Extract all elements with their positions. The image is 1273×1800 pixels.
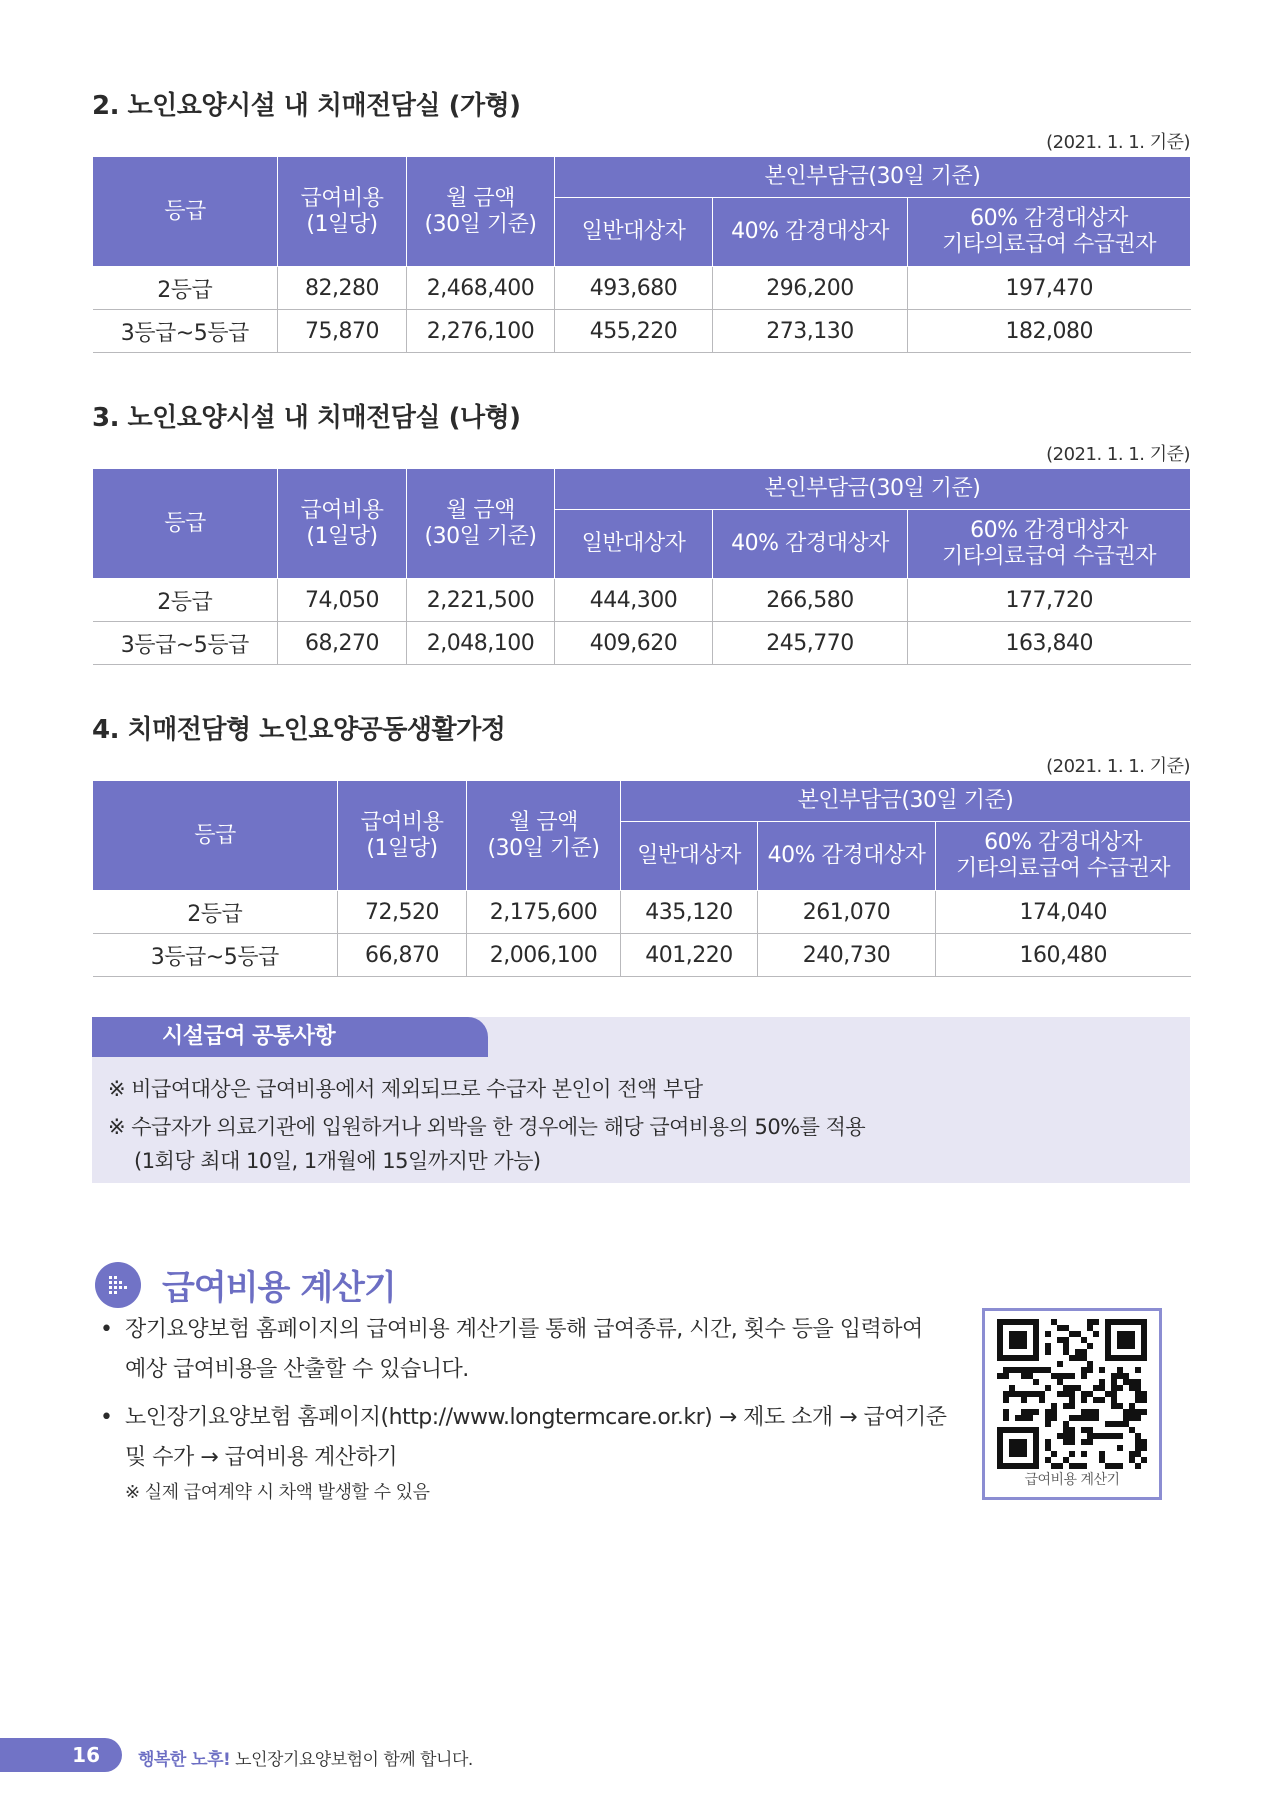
- page-number-tab: [0, 1738, 122, 1772]
- table-cell: 66,870: [338, 934, 467, 977]
- table-row: [93, 310, 1191, 353]
- notice-tab: 시설급여 공통사항: [92, 1017, 488, 1057]
- header-grade: 등급: [93, 781, 338, 891]
- table-cell: 455,220: [555, 310, 713, 353]
- header-daily-cost: 급여비용 (1일당): [338, 781, 467, 891]
- common-notice-box: [92, 1017, 1190, 1183]
- table-cell: 2등급: [93, 891, 338, 934]
- table-row: [93, 622, 1191, 665]
- header-copay-group: 본인부담금(30일 기준): [621, 781, 1191, 822]
- section-title: 2. 노인요양시설 내 치매전담실 (가형): [92, 91, 521, 121]
- table-cell: 2,221,500: [407, 579, 555, 622]
- table-cell: 74,050: [278, 579, 407, 622]
- fee-table: [92, 468, 1191, 665]
- header-general: 일반대상자: [555, 510, 713, 579]
- header-reduced-40: 40% 감경대상자: [713, 198, 908, 267]
- header-monthly-amount: 월 금액 (30일 기준): [467, 781, 621, 891]
- section-title: 4. 치매전담형 노인요양공동생활가정: [92, 715, 506, 745]
- base-date: (2021. 1. 1. 기준): [1046, 756, 1190, 777]
- header-daily-cost: 급여비용 (1일당): [278, 157, 407, 267]
- header-general: 일반대상자: [555, 198, 713, 267]
- fee-section-3: [92, 400, 1190, 665]
- header-monthly-amount: 월 금액 (30일 기준): [407, 469, 555, 579]
- bullet-2-line-2: 및 수가 → 급여비용 계산하기: [125, 1445, 398, 1470]
- calculator-title: 급여비용 계산기: [162, 1268, 396, 1308]
- table-cell: 72,520: [338, 891, 467, 934]
- qr-code-icon[interactable]: [997, 1319, 1147, 1469]
- table-cell: 2,276,100: [407, 310, 555, 353]
- table-cell: 245,770: [713, 622, 908, 665]
- table-cell: 177,720: [908, 579, 1191, 622]
- table-row: [93, 934, 1191, 977]
- table-cell: 493,680: [555, 267, 713, 310]
- fee-table: [92, 780, 1191, 977]
- bullet-1-line-1: 장기요양보험 홈페이지의 급여비용 계산기를 통해 급여종류, 시간, 횟수 등을 입력하여: [125, 1317, 923, 1342]
- bullet-2-line-1: 노인장기요양보험 홈페이지(http://www.longtermcare.or.kr) → 제도 소개 → 급여기준: [125, 1405, 947, 1430]
- table-cell: 182,080: [908, 310, 1191, 353]
- table-cell: 163,840: [908, 622, 1191, 665]
- calculator-bullet-2: [100, 1398, 960, 1478]
- footer-tagline: 노인장기요양보험이 함께 합니다.: [230, 1750, 473, 1770]
- base-date: (2021. 1. 1. 기준): [1046, 444, 1190, 465]
- table-cell: 75,870: [278, 310, 407, 353]
- fee-table: [92, 156, 1191, 353]
- base-date: (2021. 1. 1. 기준): [1046, 132, 1190, 153]
- table-row: [93, 267, 1191, 310]
- table-cell: 401,220: [621, 934, 758, 977]
- page-number: 16: [72, 1743, 100, 1767]
- calculator-icon: [95, 1262, 141, 1308]
- table-cell: 3등급~5등급: [93, 622, 278, 665]
- table-cell: 160,480: [936, 934, 1191, 977]
- bullet-dot: •: [100, 1317, 113, 1342]
- header-daily-cost: 급여비용 (1일당): [278, 469, 407, 579]
- header-copay-group: 본인부담금(30일 기준): [555, 469, 1191, 510]
- qr-caption: 급여비용 계산기: [1024, 1472, 1120, 1488]
- qr-code-card[interactable]: [982, 1308, 1162, 1500]
- bullet-dot: •: [100, 1405, 113, 1430]
- table-cell: 435,120: [621, 891, 758, 934]
- table-row: [93, 891, 1191, 934]
- table-cell: 174,040: [936, 891, 1191, 934]
- header-reduced-60: 60% 감경대상자 기타의료급여 수급권자: [908, 198, 1191, 267]
- header-monthly-amount: 월 금액 (30일 기준): [407, 157, 555, 267]
- notice-line-3: (1회당 최대 10일, 1개월에 15일까지만 가능): [134, 1149, 541, 1173]
- table-cell: 2,468,400: [407, 267, 555, 310]
- header-reduced-60: 60% 감경대상자 기타의료급여 수급권자: [936, 822, 1191, 891]
- header-grade: 등급: [93, 469, 278, 579]
- table-cell: 2,006,100: [467, 934, 621, 977]
- table-cell: 68,270: [278, 622, 407, 665]
- table-cell: 2,175,600: [467, 891, 621, 934]
- header-reduced-60: 60% 감경대상자 기타의료급여 수급권자: [908, 510, 1191, 579]
- table-cell: 444,300: [555, 579, 713, 622]
- table-cell: 2등급: [93, 267, 278, 310]
- table-cell: 197,470: [908, 267, 1191, 310]
- table-cell: 409,620: [555, 622, 713, 665]
- table-cell: 273,130: [713, 310, 908, 353]
- table-cell: 296,200: [713, 267, 908, 310]
- footer-slogan: 행복한 노후!: [138, 1750, 231, 1770]
- table-cell: 2등급: [93, 579, 278, 622]
- table-row: [93, 579, 1191, 622]
- table-cell: 266,580: [713, 579, 908, 622]
- header-reduced-40: 40% 감경대상자: [758, 822, 936, 891]
- footer-text: [138, 1745, 473, 1770]
- bullet-1-line-2: 예상 급여비용을 산출할 수 있습니다.: [125, 1357, 469, 1382]
- notice-line-2: ※ 수급자가 의료기관에 입원하거나 외박을 한 경우에는 해당 급여비용의 50%를 적용: [108, 1115, 866, 1139]
- header-grade: 등급: [93, 157, 278, 267]
- fee-section-4: [92, 712, 1190, 977]
- table-cell: 2,048,100: [407, 622, 555, 665]
- notice-line-1: ※ 비급여대상은 급여비용에서 제외되므로 수급자 본인이 전액 부담: [108, 1077, 703, 1101]
- fee-section-2: [92, 88, 1190, 353]
- table-cell: 3등급~5등급: [93, 310, 278, 353]
- table-cell: 240,730: [758, 934, 936, 977]
- header-general: 일반대상자: [621, 822, 758, 891]
- header-copay-group: 본인부담금(30일 기준): [555, 157, 1191, 198]
- calculator-note: ※ 실제 급여계약 시 차액 발생할 수 있음: [125, 1482, 430, 1503]
- calculator-bullet-1: [100, 1310, 960, 1390]
- header-reduced-40: 40% 감경대상자: [713, 510, 908, 579]
- table-cell: 3등급~5등급: [93, 934, 338, 977]
- section-title: 3. 노인요양시설 내 치매전담실 (나형): [92, 403, 521, 433]
- table-cell: 82,280: [278, 267, 407, 310]
- table-cell: 261,070: [758, 891, 936, 934]
